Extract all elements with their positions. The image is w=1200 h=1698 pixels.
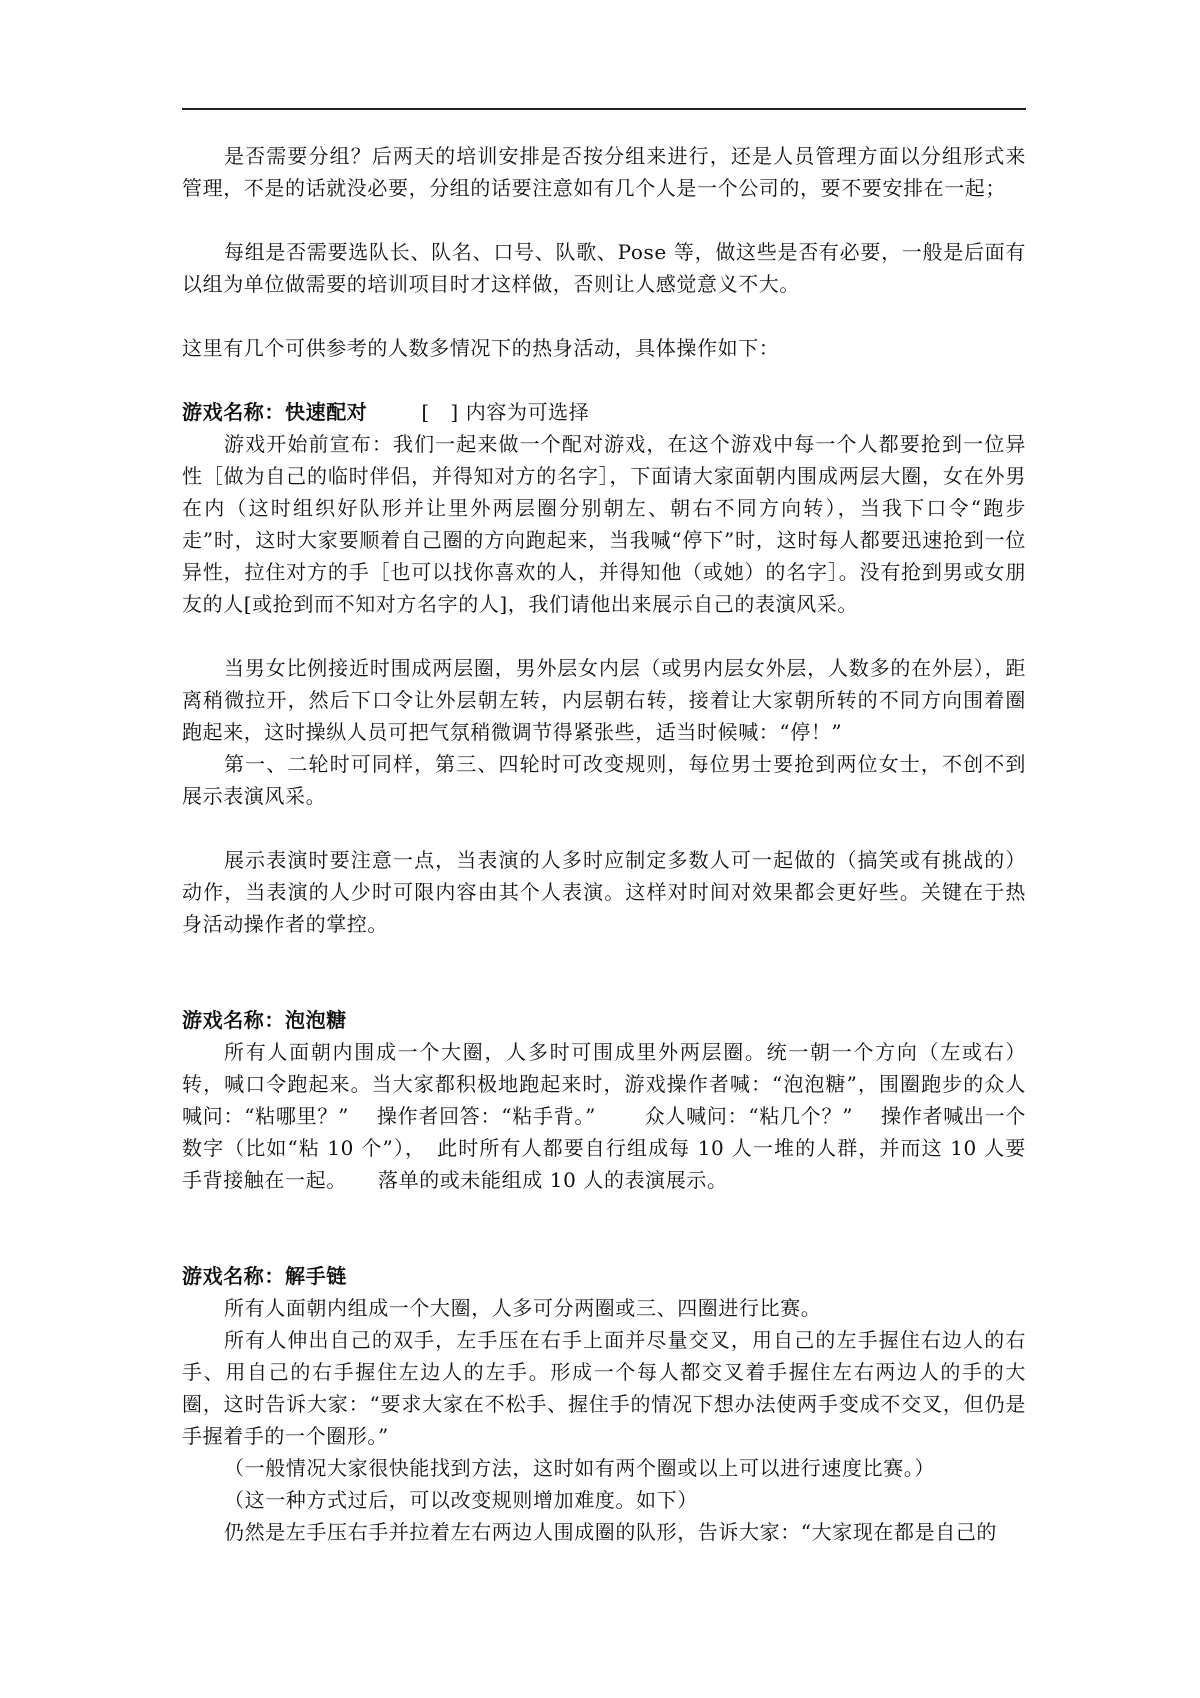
game1-paragraph-performance: 展示表演时要注意一点，当表演的人多时应制定多数人可一起做的（搞笑或有挑战的）动作，当表演的人少时可限内容由其个人表演。这样对时间对效果都会更好些。关键在于热身活动操作者的掌控。	[182, 848, 1026, 936]
game3-paragraph-variation: 仍然是左手压右手并拉着左右两边人围成圈的队形，告诉大家：“大家现在都是自己的	[224, 1520, 998, 1544]
game1-paragraph-circles: 当男女比例接近时围成两层圈，男外层女内层（或男内层女外层，人数多的在外层），距离稍微拉开，然后下口令让外层朝左转，内层朝右转，接着让大家朝所转的不同方向围着圈跑起来，这时操纵人员可把气氛稍微调节得紧张些，适当时候喊：“停！”	[182, 656, 1026, 744]
game3-paragraph-note-difficulty: （这一种方式过后，可以改变规则增加难度。如下）	[224, 1488, 698, 1512]
game-heading-human-knot: 游戏名称：解手链	[182, 1264, 347, 1288]
game3-paragraph-hands: 所有人伸出自己的双手，左手压在右手上面并尽量交叉，用自己的左手握住右边人的右手、用自己的右手握住左边人的左手。形成一个每人都交叉着手握住左右两边人的手的大圈，这时告诉大家：“要求大家在不松手、握住手的情况下想办法使两手变成不交叉，但仍是手握着手的一个圈形。”	[182, 1328, 1026, 1448]
intro-paragraph-grouping: 是否需要分组？后两天的培训安排是否按分组来进行，还是人员管理方面以分组形式来管理，不是的话就没必要，分组的话要注意如有几个人是一个公司的，要不要安排在一起；	[182, 144, 1026, 200]
game-heading-bubble-gum: 游戏名称：泡泡糖	[182, 1008, 347, 1032]
game-heading-quick-pairing	[182, 396, 1026, 428]
game3-paragraph-note-speed: （一般情况大家很快能找到方法，这时如有两个圈或以上可以进行速度比赛。）	[224, 1456, 935, 1480]
game-title: 游戏名称：快速配对	[182, 400, 368, 424]
optional-content-note: [ ] 内容为可选择	[421, 400, 590, 424]
document-body	[182, 140, 1026, 1548]
intro-paragraph-team-identity: 每组是否需要选队长、队名、口号、队歌、Pose 等，做这些是否有必要，一般是后面有以组为单位做需要的培训项目时才这样做，否则让人感觉意义不大。	[182, 240, 1026, 296]
intro-paragraph-warmups: 这里有几个可供参考的人数多情况下的热身活动，具体操作如下：	[182, 336, 780, 360]
game1-paragraph-announcement: 游戏开始前宣布：我们一起来做一个配对游戏，在这个游戏中每一个人都要抢到一位异性［做为自己的临时伴侣，并得知对方的名字］，下面请大家面朝内围成两层大圈，女在外男在内（这时组织好队形并让里外两层圈分别朝左、朝右不同方向转），当我下口令“跑步走”时，这时大家要顺着自己圈的方向跑起来，当我喊“停下”时，这时每人都要迅速抢到一位异性，拉住对方的手［也可以找你喜欢的人，并得知他（或她）的名字］。没有抢到男或女朋友的人[或抢到而不知对方名字的人]，我们请他出来展示自己的表演风采。	[182, 432, 1026, 616]
game1-paragraph-rounds: 第一、二轮时可同样，第三、四轮时可改变规则，每位男士要抢到两位女士，不创不到展示表演风采。	[182, 752, 1026, 808]
game3-paragraph-setup: 所有人面朝内组成一个大圈，人多可分两圈或三、四圈进行比赛。	[224, 1296, 822, 1320]
header-rule	[182, 108, 1026, 110]
game2-paragraph-rules: 所有人面朝内围成一个大圈，人多时可围成里外两层圈。统一朝一个方向（左或右）转，喊口令跑起来。当大家都积极地跑起来时，游戏操作者喊：“泡泡糖”，围圈跑步的众人喊问：“粘哪里？” 操作者回答：“粘手背。” 众人喊问：“粘几个？” 操作者喊出一个数字（比如“粘 10 个”）， 此时所有人都要自行组成每 10 人一堆的人群，并而这 10 人要手背接触在一起。 落单的或未能组成 10 人的表演展示。	[182, 1040, 1026, 1192]
